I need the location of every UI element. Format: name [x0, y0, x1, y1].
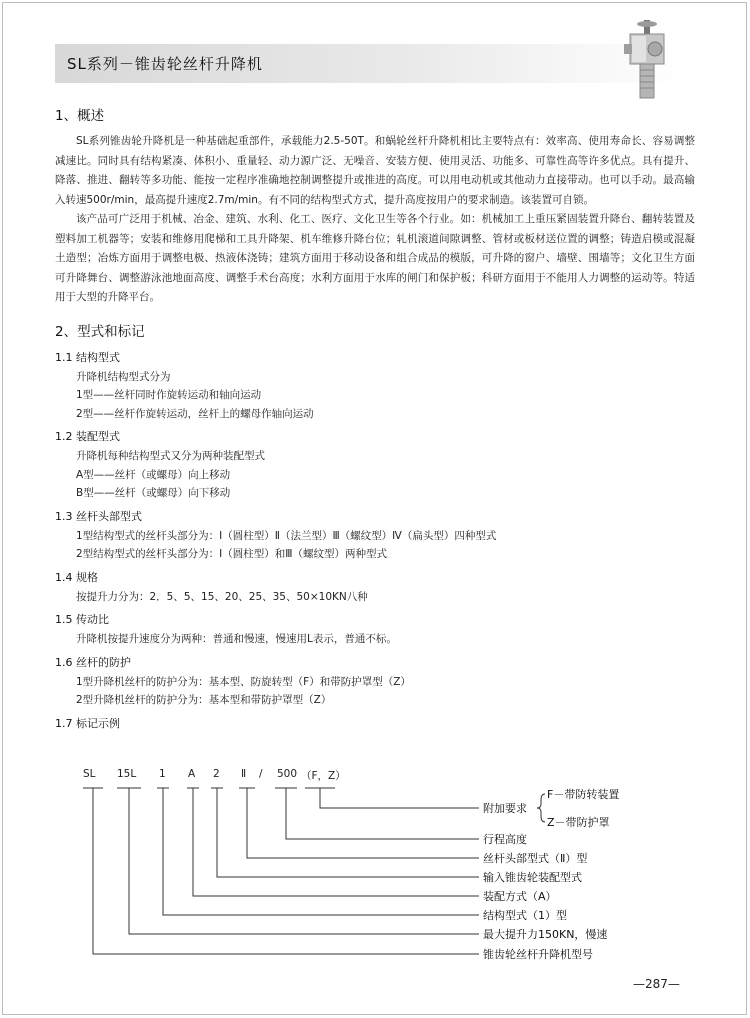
subsection-line: 升降机结构型式分为 — [76, 370, 171, 383]
jack-product-image — [622, 20, 672, 100]
section-heading-overview: 1、概述 — [55, 108, 105, 124]
code-part-head: Ⅱ — [241, 768, 247, 780]
label-capacity: 最大提升力150KN，慢速 — [483, 928, 608, 941]
header-bar — [55, 44, 687, 83]
label-model: 锥齿轮丝杆升降机型号 — [483, 948, 593, 961]
marking-example-diagram — [55, 762, 695, 972]
subsection-line: 升降机按提升速度分为两种：普通和慢速，慢速用L表示，普通不标。 — [76, 633, 397, 645]
label-structure: 结构型式（1）型 — [483, 909, 567, 922]
label-extra-requirement: 附加要求 — [483, 802, 527, 815]
subsection-line: 升降机每种结构型式又分为两种装配型式 — [76, 450, 265, 462]
code-part-input: 2 — [213, 768, 220, 780]
subsection-line: A型——丝杆（或螺母）向上移动 — [76, 468, 231, 481]
subsection-line: 按提升力分为：2．5、5、15、20、25、35、50×10KN八种 — [76, 590, 368, 603]
label-z: Z－带防护罩 — [547, 816, 610, 829]
subsection-line: B型——丝杆（或螺母）向下移动 — [76, 487, 231, 499]
subsection-line: 1型——丝杆同时作旋转运动和轴向运动 — [76, 389, 262, 401]
subsection-title: 1.4 规格 — [55, 570, 98, 584]
subsection-title: 1.5 传动比 — [55, 613, 109, 626]
section-heading-types: 2、型式和标记 — [55, 323, 145, 340]
label-f: F－带防转装置 — [547, 788, 620, 801]
overview-paragraph-2: 该产品可广泛用于机械、冶金、建筑、水利、化工、医疗、文化卫生等各个行业。如：机械加工上重压紧固装置升降台、翻转装置及塑料加工机器等；安装和维修用爬梯和工具升降架、机车维修升降台位；轧机滚道间隙调整、管材或板材送位置的调整；铸造启模或混凝土造型；冶炼方面用于调整电极、热液体浇铸；建筑方面用于移动设备和组合成品的模版，可升降的窗户、墙壁、围墙等；文化卫生方面可升降舞台、调整游泳池地面高度、调整手术台高度；水利方面用于水库的闸门和保护板；科研方面用于不能用人力调整的运动等。特适用于大型的升降平台。 — [55, 213, 695, 303]
subsection-line: 1型升降机丝杆的防护分为：基本型、防旋转型（F）和带防护罩型（Z） — [76, 675, 411, 688]
subsection-line: 2型升降机丝杆的防护分为：基本型和带防护罩型（Z） — [76, 694, 332, 706]
code-part-extra: （F，Z） — [301, 770, 346, 782]
page-number: —287— — [633, 977, 680, 991]
code-part-structure: 1 — [159, 768, 166, 780]
subsection-title: 1.3 丝杆头部型式 — [55, 509, 142, 523]
label-stroke: 行程高度 — [483, 833, 527, 846]
subsection-line: 2型结构型式的丝杆头部分为：Ⅰ（圆柱型）和Ⅲ（螺纹型）两种型式 — [76, 548, 388, 560]
subsection-title: 1.6 丝杆的防护 — [55, 655, 131, 669]
page-title: SL系列－锥齿轮丝杆升降机 — [67, 55, 263, 73]
code-part-assembly: A — [188, 768, 196, 780]
subsection-title: 1.2 装配型式 — [55, 430, 120, 443]
overview-paragraph-1: SL系列锥齿轮升降机是一种基础起重部件，承载能力2.5-50T。和蜗轮丝杆升降机相比主要特点有：效率高、使用寿命长、容易调整减速比。同时具有结构紧凑、体积小、重量轻、动力源广泛、无噪音、安装方便、使用灵活、功能多、可靠性高等许多优点。具有提升、降落、推进、翻转等多功能、能按一定程序准确地控制调整提升或推进的高度。可以用电动机或其他动力直接带动。也可以手动。最高输入转速500r/min，最高提升速度2.7m/min。有不同的结构型式方式，提升高度按用户的要求制造。该装置可自锁。 — [55, 135, 695, 206]
label-input: 输入锥齿轮装配型式 — [483, 871, 582, 884]
label-head-type: 丝杆头部型式（Ⅱ）型 — [483, 852, 588, 865]
subsection-line: 1型结构型式的丝杆头部分为：Ⅰ（圆柱型）Ⅱ（法兰型）Ⅲ（螺纹型）Ⅳ（扁头型）四种型式 — [76, 529, 497, 542]
code-part-stroke: 500 — [277, 768, 298, 780]
code-part-series: SL — [83, 768, 96, 780]
subsection-line: 2型——丝杆作旋转运动，丝杆上的螺母作轴向运动 — [76, 407, 314, 420]
main-content — [55, 104, 695, 734]
label-assembly: 装配方式（A） — [483, 890, 557, 903]
code-part-capacity: 15L — [117, 768, 137, 780]
subsection-title: 1.1 结构型式 — [55, 350, 120, 364]
subsection-title: 1.7 标记示例 — [55, 716, 120, 730]
code-part-slash: / — [259, 768, 263, 780]
